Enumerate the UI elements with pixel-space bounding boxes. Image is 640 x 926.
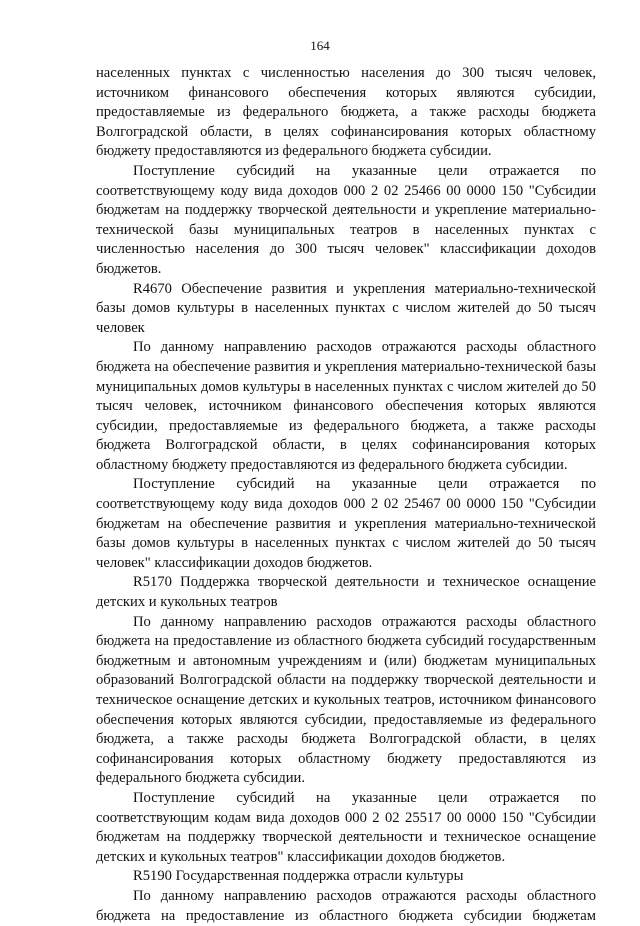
paragraph-revenue-note: Поступление субсидий на указанные цели отражается по соответствующему коду вида доходов 000 2 02 25466 00 0000 150 "Субсидии бюджетам на поддержку творческой деятельности и укрепление материально-технической базы муниципальных театров в населенных пунктах с численностью населения до 300 тысяч человек" классификации доходов бюджетов. [96,162,596,277]
paragraph-expense-description: По данному направлению расходов отражаются расходы областного бюджета на обеспечение развития и укрепления материально-технической базы муниципальных домов культуры в населенных пунктах с числом жителей до 50 тысяч человек, источником финансового обеспечения которых являются субсидии, предоставляемые из федерального бюджета, а также расходы бюджета Волгоградской области, в целях софинансирования которых областному бюджету предоставляются из федерального бюджета субсидии. [96,339,596,473]
section-heading-r4670: R4670 Обеспечение развития и укрепления материально-технической базы домов культуры в населенных пунктах с числом жителей до 50 тысяч человек [96,280,596,336]
paragraph-revenue-note: Поступление субсидий на указанные цели отражается по соответствующим кодам вида доходов 000 2 02 25517 00 0000 150 "Субсидии бюджетам на поддержку творческой деятельности и техническое оснащение детских и кукольных театров" классификации доходов бюджетов. [96,789,596,865]
paragraph-expense-description: По данному направлению расходов отражаются расходы областного бюджета на предоставление из областного бюджета субсидии бюджетам [96,887,596,924]
paragraph-revenue-note: Поступление субсидий на указанные цели отражается по соответствующему коду вида доходов 000 2 02 25467 00 0000 150 "Субсидии бюджетам на обеспечение развития и укрепления материально-технической базы домов культуры в населенных пунктах с числом жителей до 50 тысяч человек" классификации доходов бюджетов. [96,476,596,571]
page-number: 164 [310,38,330,53]
section-heading-r5190: R5190 Государственная поддержка отрасли культуры [133,868,464,885]
section-heading-r5170: R5170 Поддержка творческой деятельности и техническое оснащение детских и кукольных театров [96,574,596,611]
paragraph-expense-description: По данному направлению расходов отражаются расходы областного бюджета на предоставление из областного бюджета субсидий государственным бюджетным и автономным учреждениям и (или) бюджетам муниципальных образований Волгоградской области на поддержку творческой деятельности и техническое оснащение детских и кукольных театров, источником финансового обеспечения которых являются субсидии, предоставляемые из федерального бюджета, а также расходы бюджета Волгоградской области, в целях софинансирования которых областному бюджету предоставляются из федерального бюджета субсидии. [96,613,596,787]
document-body [96,64,596,926]
paragraph-continuation: населенных пунктах с численностью населения до 300 тысяч человек, источником финансового обеспечения которых являются субсидии, предоставляемые из федерального бюджета, а также расходы бюджета Волгоградской области, в целях софинансирования которых областному бюджету предоставляются из федерального бюджета субсидии. [96,65,596,160]
